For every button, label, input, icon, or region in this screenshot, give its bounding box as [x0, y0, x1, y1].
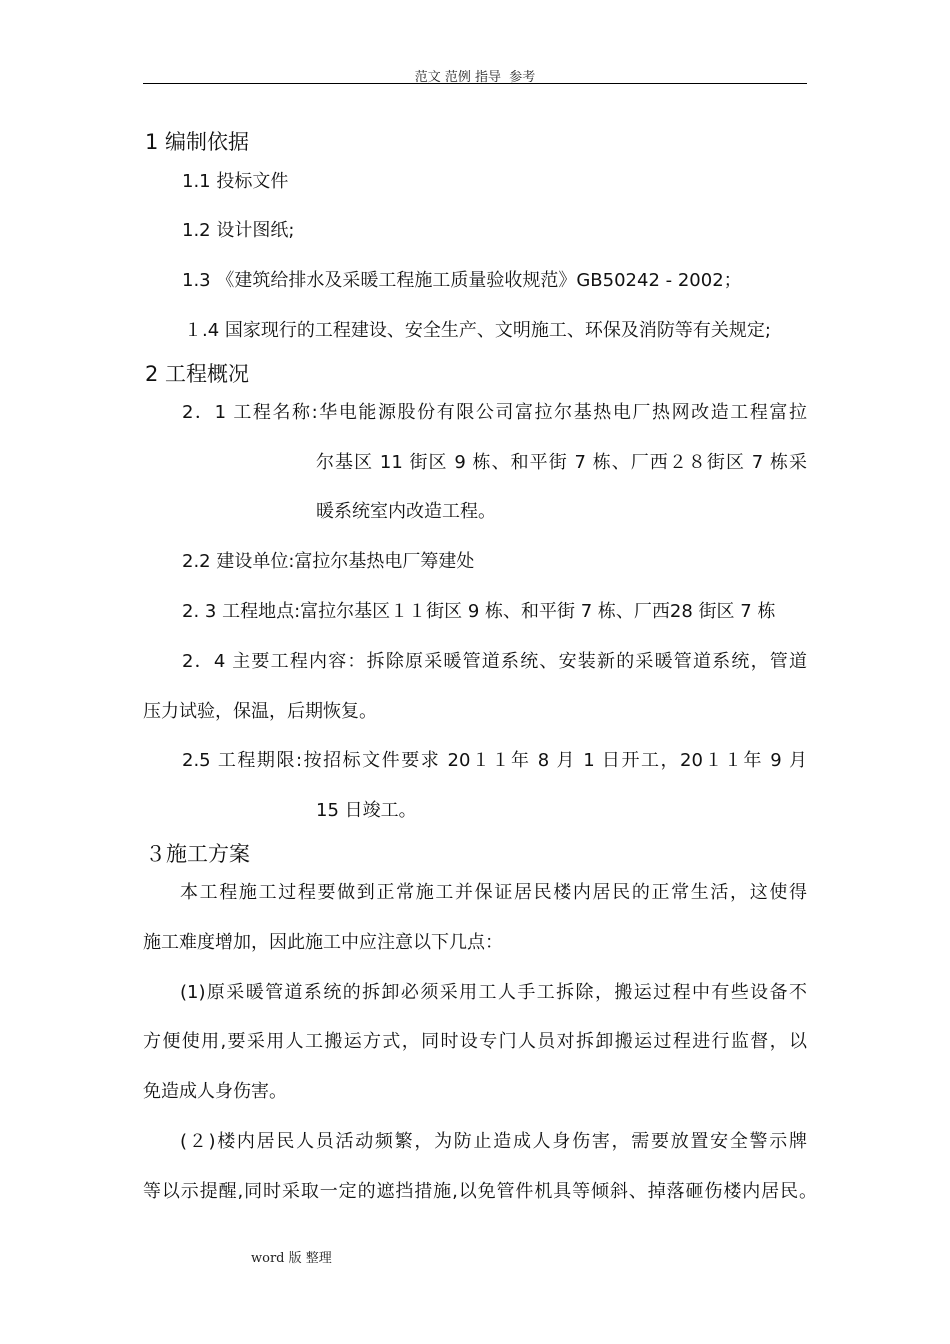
section-3-title: ３施工方案	[145, 842, 250, 866]
point-2-line-1: (２)楼内居民人员活动频繁，为防止造成人身伤害，需要放置安全警示牌	[180, 1131, 807, 1152]
section-1-item-2: 1.2 设计图纸;	[182, 220, 295, 241]
project-site: 2. 3 工程地点:富拉尔基区１１街区 9 栋、和平街 7 栋、厂西28 街区 7 栋	[182, 601, 776, 622]
section-2-title: 2 工程概况	[145, 362, 250, 386]
page-footer: word 版 整理	[251, 1251, 332, 1266]
project-name-line-2: 尔基区 11 街区 9 栋、和平街 7 栋、厂西２８街区 7 栋采	[316, 452, 807, 473]
section-1-item-1: 1.1 投标文件	[182, 171, 289, 192]
project-period-line-2: 15 日竣工。	[316, 800, 417, 821]
project-name-line-1: 2．1 工程名称:华电能源股份有限公司富拉尔基热电厂热网改造工程富拉	[182, 402, 807, 423]
section-1-title: 1 编制依据	[145, 130, 250, 154]
intro-line-2: 施工难度增加，因此施工中应注意以下几点：	[143, 932, 503, 953]
section-1-item-4: １.4 国家现行的工程建设、安全生产、文明施工、环保及消防等有关规定;	[184, 320, 771, 341]
point-1-line-3: 免造成人身伤害。	[143, 1081, 287, 1102]
intro-line-1: 本工程施工过程要做到正常施工并保证居民楼内居民的正常生活，这使得	[180, 882, 807, 903]
main-content-line-1: 2．4 主要工程内容：拆除原采暖管道系统、安装新的采暖管道系统，管道	[182, 651, 807, 672]
project-period-line-1: 2.5 工程期限:按招标文件要求 20１１年 8 月 1 日开工，20１１年 9 月	[182, 750, 807, 771]
construction-unit: 2.2 建设单位:富拉尔基热电厂筹建处	[182, 551, 475, 572]
main-content-line-2: 压力试验，保温，后期恢复。	[143, 701, 377, 722]
section-1-item-3: 1.3 《建筑给排水及采暖工程施工质量验收规范》GB50242 - 2002；	[182, 270, 742, 291]
header-rule	[143, 83, 807, 84]
point-2-line-2: 等以示提醒,同时采取一定的遮挡措施,以免管件机具等倾斜、掉落砸伤楼内居民。	[143, 1181, 817, 1202]
header-text: 范文 范例 指导 参考	[414, 70, 536, 85]
project-name-line-3: 暖系统室内改造工程。	[316, 501, 496, 522]
point-1-line-1: (1)原采暖管道系统的拆卸必须采用工人手工拆除，搬运过程中有些设备不	[180, 982, 807, 1003]
point-1-line-2: 方便使用,要采用人工搬运方式，同时设专门人员对拆卸搬运过程进行监督，以	[143, 1031, 807, 1052]
